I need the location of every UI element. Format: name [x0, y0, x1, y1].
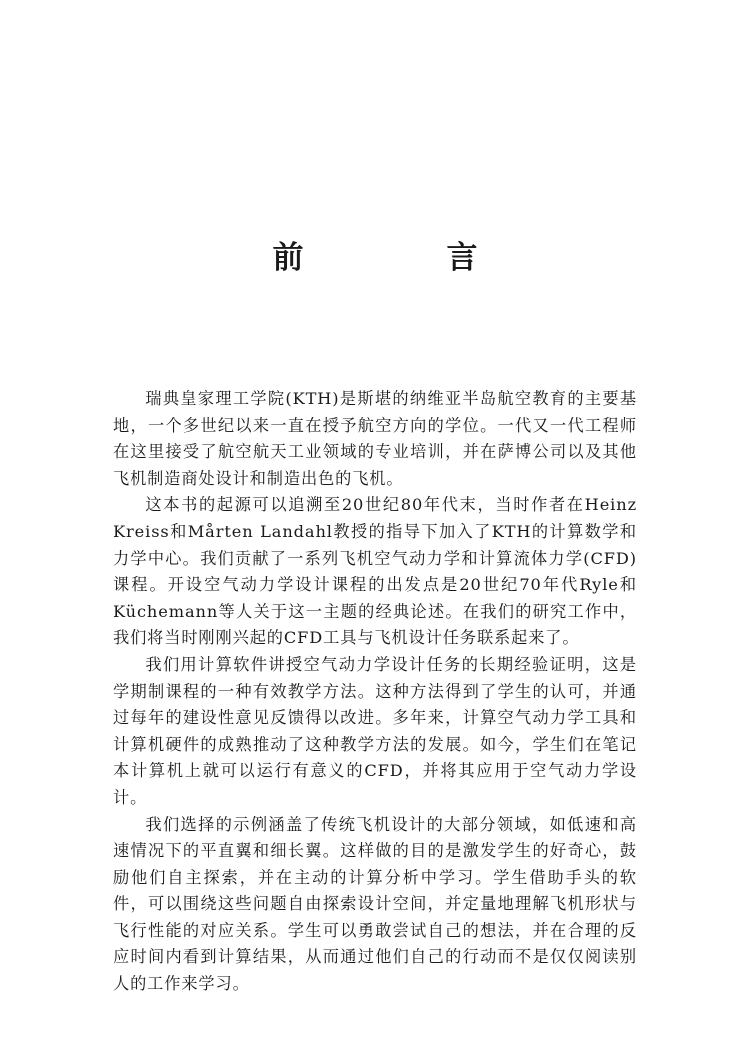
paragraph-4: 我们选择的示例涵盖了传统飞机设计的大部分领域，如低速和高速情况下的平直翼和细长翼。这样做的目的是激发学生的好奇心，鼓励他们自主探索，并在主动的计算分析中学习。学生借助手头的软件，可以围绕这些问题自由探索设计空间，并定量地理解飞机形状与飞行性能的对应关系。学生可以勇敢尝试自己的想法，并在合理的反应时间内看到计算结果，从而通过他们自己的行动而不是仅仅阅读别人的工作来学习。 — [113, 814, 637, 994]
paragraph-3: 我们用计算软件讲授空气动力学设计任务的长期经验证明，这是学期制课程的一种有效教学方法。这种方法得到了学生的认可，并通过每年的建设性意见反馈得以改进。多年来，计算空气动力学工具和计算机硬件的成熟推动了这种教学方法的发展。如今，学生们在笔记本计算机上就可以运行有意义的CFD，并将其应用于空气动力学设计。 — [113, 654, 637, 807]
page-title: 前 言 — [272, 240, 534, 276]
preface-body — [113, 386, 637, 998]
paragraph-1: 瑞典皇家理工学院(KTH)是斯堪的纳维亚半岛航空教育的主要基地，一个多世纪以来一直在授予航空方向的学位。一代又一代工程师在这里接受了航空航天工业领域的专业培训，并在萨博公司以及其他飞机制造商处设计和制造出色的飞机。 — [113, 389, 637, 488]
paragraph-2: 这本书的起源可以追溯至20世纪80年代末，当时作者在Heinz Kreiss和Mårten Landahl教授的指导下加入了KTH的计算数学和力学中心。我们贡献了一系列飞机空气动力学和计算流体力学(CFD)课程。开设空气动力学设计课程的出发点是20世纪70年代Ryle和Küchemann等人关于这一主题的经典论述。在我们的研究工作中，我们将当时刚刚兴起的CFD工具与飞机设计任务联系起来了。 — [113, 495, 637, 648]
